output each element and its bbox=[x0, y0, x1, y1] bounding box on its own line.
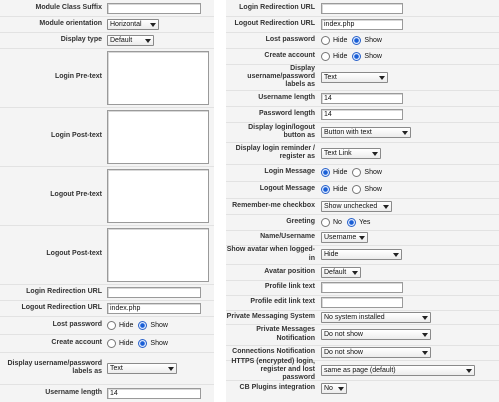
r-remember-me-select[interactable] bbox=[321, 201, 392, 212]
r-username-length-input[interactable]: 14 bbox=[321, 93, 403, 104]
r-private-messaging-system-select[interactable] bbox=[321, 312, 431, 323]
r-create-account-row bbox=[226, 48, 499, 65]
r-profile-link-text-input[interactable] bbox=[321, 282, 403, 293]
r-lost-password-show-label: Show bbox=[364, 36, 382, 44]
r-create-account-hide-radio[interactable] bbox=[321, 52, 347, 61]
r-avatar-position-label: Avatar position bbox=[264, 267, 315, 275]
r-greeting-row bbox=[226, 214, 499, 231]
r-login-message-show-radio[interactable] bbox=[352, 168, 382, 177]
r-https-login-select[interactable] bbox=[321, 365, 475, 376]
username-length-row bbox=[0, 384, 214, 402]
r-create-account-show-label: Show bbox=[364, 52, 382, 60]
r-greeting-yes-radio[interactable] bbox=[347, 218, 370, 227]
r-login-message-label: Login Message bbox=[264, 168, 315, 176]
r-private-messaging-system-label: Private Messaging System bbox=[226, 312, 315, 320]
module-class-suffix-row bbox=[0, 0, 214, 17]
radio-selected-icon bbox=[138, 321, 147, 330]
radio-selected-icon bbox=[321, 168, 330, 177]
chevron-down-icon bbox=[372, 152, 378, 156]
chevron-down-icon bbox=[383, 205, 389, 209]
display-labels-select[interactable] bbox=[107, 363, 177, 374]
r-login-redirection-url-input[interactable] bbox=[321, 3, 403, 14]
radio-icon bbox=[352, 168, 361, 177]
r-remember-me-label: Remember-me checkbox bbox=[232, 201, 315, 209]
r-https-login-value: same as page (default) bbox=[324, 366, 396, 374]
r-create-account-show-radio[interactable] bbox=[352, 52, 382, 61]
radio-selected-icon bbox=[347, 218, 356, 227]
r-logout-redirection-url-input[interactable]: index.php bbox=[321, 19, 403, 30]
r-login-message-hide-label: Hide bbox=[333, 169, 348, 176]
logout-posttext-label: Logout Post-text bbox=[46, 250, 102, 258]
create-account-show-label: Show bbox=[150, 339, 168, 347]
r-cb-plugins-integration-label: CB Plugins integration bbox=[239, 383, 315, 391]
login-pretext-label: Login Pre-text bbox=[54, 73, 102, 81]
r-login-redirection-url-row bbox=[226, 0, 499, 17]
r-logout-message-show-radio[interactable] bbox=[352, 185, 382, 194]
chevron-down-icon bbox=[168, 367, 174, 371]
r-https-login-row bbox=[226, 357, 499, 382]
r-profile-edit-link-text-row bbox=[226, 295, 499, 311]
create-account-hide-radio[interactable] bbox=[107, 339, 133, 348]
lost-password-show-radio[interactable] bbox=[138, 321, 168, 330]
radio-icon bbox=[352, 185, 361, 194]
chevron-down-icon bbox=[422, 333, 428, 337]
logout-redirection-url-row bbox=[0, 300, 214, 317]
r-username-length-label: Username length bbox=[258, 93, 315, 101]
radio-icon bbox=[107, 321, 116, 330]
r-connections-notification-label: Connections Notification bbox=[232, 348, 315, 356]
radio-icon bbox=[107, 339, 116, 348]
r-profile-edit-link-text-label: Profile edit link text bbox=[250, 298, 315, 306]
r-display-login-button-value: Button with text bbox=[324, 128, 372, 136]
r-show-avatar-row bbox=[226, 245, 499, 265]
display-labels-label: Display username/password labels as bbox=[7, 359, 102, 375]
r-private-messages-notification-row bbox=[226, 324, 499, 346]
username-length-input[interactable]: 14 bbox=[107, 388, 201, 399]
login-redirection-url-row bbox=[0, 284, 214, 301]
r-greeting-no-radio[interactable] bbox=[321, 218, 342, 227]
r-display-login-reminder-value: Text Link bbox=[324, 149, 352, 157]
r-greeting-no-label: No bbox=[333, 218, 342, 226]
login-pretext-textarea[interactable] bbox=[107, 51, 209, 105]
panel-gutter bbox=[214, 0, 226, 402]
r-password-length-label: Password length bbox=[258, 109, 315, 117]
r-private-messages-notification-select[interactable] bbox=[321, 329, 431, 340]
create-account-show-radio[interactable] bbox=[138, 339, 168, 348]
r-username-length-row bbox=[226, 90, 499, 107]
radio-selected-icon bbox=[138, 339, 147, 348]
r-cb-plugins-integration-row bbox=[226, 380, 499, 396]
r-show-avatar-select[interactable] bbox=[321, 249, 402, 260]
r-connections-notification-value: Do not show bbox=[324, 349, 363, 356]
r-connections-notification-select[interactable] bbox=[321, 347, 431, 358]
display-labels-value: Text bbox=[110, 364, 123, 372]
r-display-login-button-select[interactable] bbox=[321, 127, 411, 138]
r-password-length-input[interactable]: 14 bbox=[321, 109, 403, 120]
r-display-labels-value: Text bbox=[324, 73, 337, 81]
login-redirection-url-label: Login Redirection URL bbox=[26, 287, 102, 295]
r-profile-link-text-row bbox=[226, 280, 499, 296]
r-greeting-label: Greeting bbox=[286, 217, 315, 225]
display-type-row bbox=[0, 32, 214, 49]
r-logout-message-row bbox=[226, 181, 499, 199]
r-avatar-position-row bbox=[226, 264, 499, 281]
r-profile-link-text-label: Profile link text bbox=[264, 283, 315, 291]
module-orientation-row bbox=[0, 16, 214, 33]
r-private-messaging-system-value: No system installed bbox=[324, 313, 385, 321]
lost-password-row bbox=[0, 316, 214, 335]
r-avatar-position-select[interactable] bbox=[321, 267, 361, 278]
login-posttext-textarea[interactable] bbox=[107, 110, 209, 164]
chevron-down-icon bbox=[379, 76, 385, 80]
chevron-down-icon bbox=[352, 271, 358, 275]
logout-redirection-url-label: Logout Redirection URL bbox=[21, 303, 102, 311]
chevron-down-icon bbox=[359, 236, 365, 240]
r-display-login-reminder-select[interactable] bbox=[321, 148, 381, 159]
display-labels-row bbox=[0, 352, 214, 385]
display-type-select[interactable] bbox=[107, 35, 154, 46]
r-greeting-yes-label: Yes bbox=[358, 218, 371, 226]
r-name-username-select[interactable] bbox=[321, 232, 368, 243]
r-remember-me-value: Show unchecked bbox=[324, 202, 378, 210]
r-display-labels-select[interactable] bbox=[321, 72, 388, 83]
radio-selected-icon bbox=[352, 36, 361, 45]
r-remember-me-row bbox=[226, 198, 499, 215]
chevron-down-icon bbox=[145, 39, 151, 43]
r-lost-password-hide-label: Hide bbox=[333, 36, 348, 44]
login-pretext-row bbox=[0, 48, 214, 108]
r-show-avatar-label: Show avatar when logged-in bbox=[226, 246, 315, 262]
r-login-message-hide-radio[interactable] bbox=[321, 168, 347, 177]
r-lost-password-label: Lost password bbox=[265, 35, 315, 43]
r-lost-password-hide-radio[interactable] bbox=[321, 36, 347, 45]
module-orientation-select[interactable] bbox=[107, 19, 159, 30]
login-posttext-row bbox=[0, 107, 214, 167]
logout-posttext-textarea[interactable] bbox=[107, 228, 209, 282]
r-logout-message-hide-radio[interactable] bbox=[321, 185, 347, 194]
r-password-length-row bbox=[226, 106, 499, 123]
r-logout-message-label: Logout Message bbox=[259, 185, 315, 193]
module-orientation-label: Module orientation bbox=[39, 19, 102, 27]
r-show-avatar-value: Hide bbox=[324, 251, 339, 258]
display-type-value: Default bbox=[110, 36, 133, 44]
create-account-row bbox=[0, 334, 214, 353]
chevron-down-icon bbox=[422, 316, 428, 320]
right-settings-panel bbox=[226, 0, 499, 402]
module-class-suffix-label: Module Class Suffix bbox=[35, 3, 102, 11]
logout-pretext-textarea[interactable] bbox=[107, 169, 209, 223]
r-create-account-label: Create account bbox=[264, 51, 315, 59]
chevron-down-icon bbox=[150, 23, 156, 27]
chevron-down-icon bbox=[466, 369, 472, 373]
chevron-down-icon bbox=[402, 131, 408, 135]
r-name-username-value: Username bbox=[324, 234, 357, 241]
chevron-down-icon bbox=[422, 351, 428, 355]
r-avatar-position-value: Default bbox=[324, 268, 347, 276]
left-settings-panel bbox=[0, 0, 214, 402]
radio-icon bbox=[321, 52, 330, 61]
r-logout-redirection-url-row bbox=[226, 16, 499, 33]
radio-icon bbox=[321, 218, 330, 227]
r-display-labels-label: Display username/password labels as bbox=[247, 64, 315, 89]
lost-password-show-label: Show bbox=[150, 321, 168, 329]
username-length-label: Username length bbox=[45, 388, 102, 396]
r-profile-edit-link-text-input[interactable] bbox=[321, 297, 403, 308]
lost-password-label: Lost password bbox=[52, 320, 102, 328]
r-logout-message-show-label: Show bbox=[364, 186, 382, 193]
r-cb-plugins-integration-select[interactable] bbox=[321, 383, 347, 394]
r-logout-message-hide-label: Hide bbox=[333, 186, 348, 193]
r-https-login-label: HTTPS (encrypted) login, register and lost password bbox=[231, 357, 315, 382]
r-logout-redirection-url-label: Logout Redirection URL bbox=[234, 19, 315, 27]
r-login-message-show-label: Show bbox=[364, 169, 382, 176]
chevron-down-icon bbox=[393, 253, 399, 257]
create-account-hide-label: Hide bbox=[119, 339, 134, 347]
login-redirection-url-input[interactable] bbox=[107, 287, 201, 298]
r-display-labels-row bbox=[226, 64, 499, 91]
r-lost-password-show-radio[interactable] bbox=[352, 36, 382, 45]
r-create-account-hide-label: Hide bbox=[333, 52, 348, 60]
login-posttext-label: Login Post-text bbox=[51, 132, 102, 140]
logout-pretext-row bbox=[0, 166, 214, 226]
chevron-down-icon bbox=[338, 387, 344, 391]
radio-icon bbox=[321, 36, 330, 45]
module-orientation-value: Horizontal bbox=[110, 20, 142, 28]
logout-posttext-row bbox=[0, 225, 214, 285]
module-class-suffix-input[interactable] bbox=[107, 3, 201, 14]
r-private-messages-notification-label: Private Messages Notification bbox=[256, 326, 315, 342]
radio-selected-icon bbox=[352, 52, 361, 61]
r-display-login-reminder-row bbox=[226, 142, 499, 165]
display-type-label: Display type bbox=[60, 35, 102, 43]
logout-pretext-label: Logout Pre-text bbox=[50, 191, 102, 199]
r-lost-password-row bbox=[226, 32, 499, 49]
create-account-label: Create account bbox=[51, 338, 102, 346]
r-cb-plugins-integration-value: No bbox=[324, 384, 333, 392]
r-private-messages-notification-value: Do not show bbox=[324, 331, 363, 338]
r-login-message-row bbox=[226, 164, 499, 182]
r-private-messaging-system-row bbox=[226, 310, 499, 325]
r-display-login-reminder-label: Display login reminder / register as bbox=[235, 144, 315, 160]
lost-password-hide-radio[interactable] bbox=[107, 321, 133, 330]
lost-password-hide-label: Hide bbox=[119, 321, 134, 329]
r-login-redirection-url-label: Login Redirection URL bbox=[239, 3, 315, 11]
radio-selected-icon bbox=[321, 185, 330, 194]
r-name-username-label: Name/Username bbox=[260, 233, 315, 241]
r-display-login-button-row bbox=[226, 122, 499, 143]
r-name-username-row bbox=[226, 230, 499, 246]
r-display-login-button-label: Display login/logout button as bbox=[248, 123, 315, 139]
logout-redirection-url-input[interactable]: index.php bbox=[107, 303, 201, 314]
